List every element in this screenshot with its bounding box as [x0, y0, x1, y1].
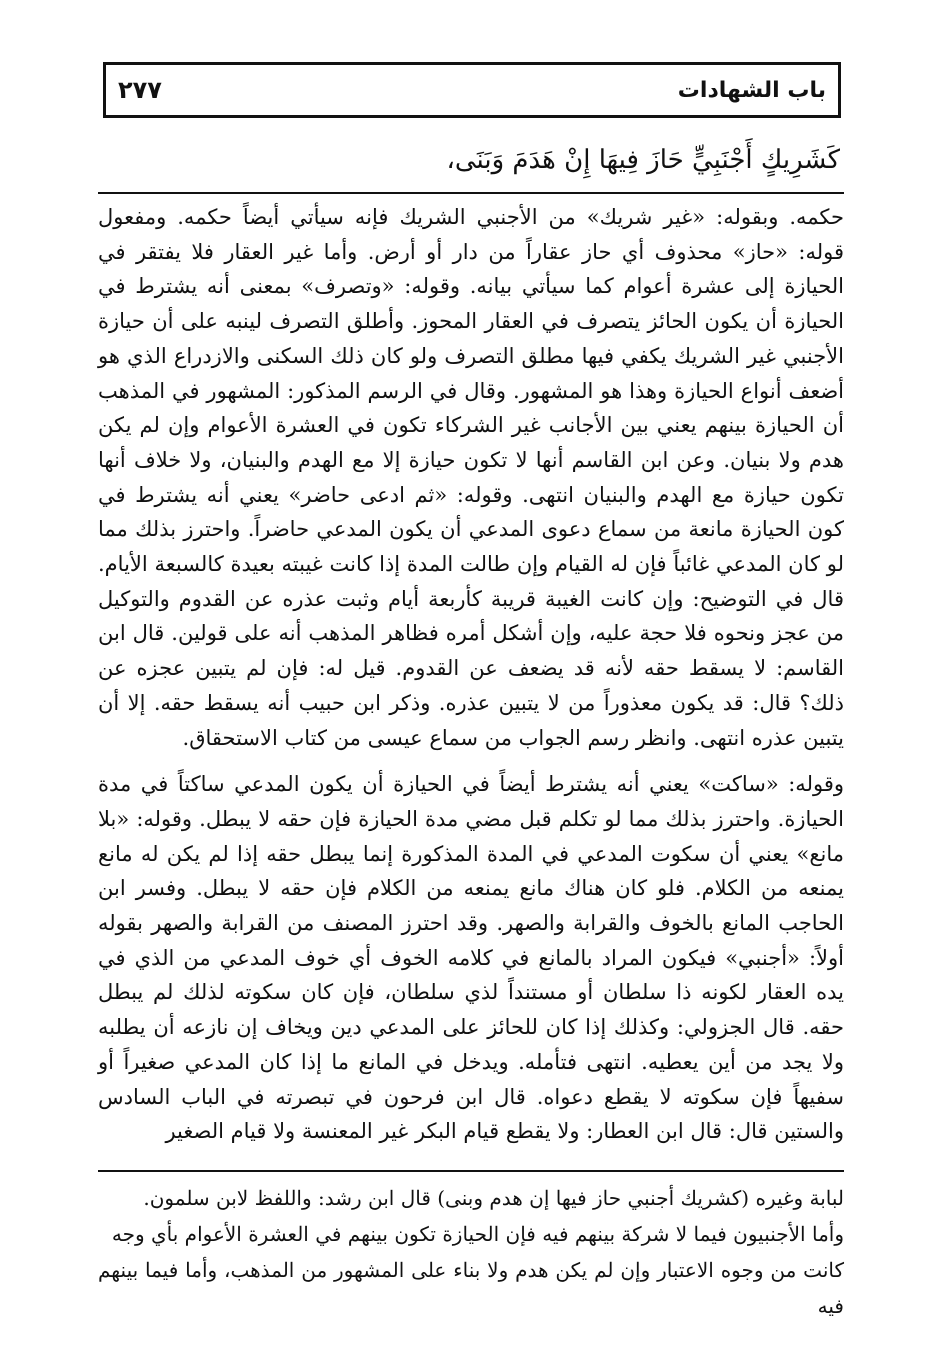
chapter-title: باب الشهادات	[677, 77, 826, 103]
page-header	[103, 62, 841, 118]
footnote-text	[98, 1180, 844, 1324]
footnote-divider	[98, 1170, 844, 1172]
verse-divider	[98, 192, 844, 194]
footnote-line-2: وأما الأجنبيون فيما لا شركة بينهم فيه فإن الحيازة تكون بينهم في العشرة الأعوام بأي وجه	[111, 1222, 844, 1246]
commentary-paragraph-1: حكمه. وبقوله: «غير شريك» من الأجنبي الشريك فإنه سيأتي أيضاً حكمه. ومفعول قوله: «حاز» محذوف أي حاز عقاراً من دار أو أرض. وأما غير العقار فلا يفتقر في الحيازة إلى عشرة أعوام كما سيأتي بيانه. وقوله: «وتصرف» بمعنى أنه يشترط في الحيازة أن يكون الحائز يتصرف في العقار المحوز. وأطلق التصرف لينبه على أن حيازة الأجنبي غير الشريك يكفي فيها مطلق التصرف ولو كان ذلك السكنى والازدراع الذي هو أضعف أنواع الحيازة وهذا هو المشهور. وقال في الرسم المذكور: المشهور في المذهب أن الحيازة بينهم يعني بين الأجانب غير الشركاء تكون في العشرة الأعوام وإن لم يكن هدم ولا بنيان. وعن ابن القاسم أنها لا تكون حيازة إلا مع الهدم والبنيان، ولا خلاف أنها تكون حيازة مع الهدم والبنيان انتهى. وقوله: «ثم ادعى حاضر» يعني أنه يشترط في كون الحيازة مانعة من سماع دعوى المدعي أن يكون المدعي حاضراً. واحترز بذلك مما لو كان المدعي غائباً فإن له القيام وإن طالت المدة إذا كانت غيبته بعيدة كالسبعة الأيام. قال في التوضيح: وإن كانت الغيبة قريبة كأربعة أيام وثبت عذره عن القدوم والتوكيل من عجز ونحوه فلا حجة عليه، وإن أشكل أمره فظاهر المذهب أنه على قولين. قال ابن القاسم: لا يسقط حقه لأنه قد يضعف عن القدوم. قيل له: فإن لم يتبين عجزه عن ذلك؟ قال: قد يكون معذوراً من لا يتبين عذره. وذكر ابن حبيب أنه يسقط حقه. إلا أن يتبين عذره انتهى. وانظر رسم الجواب من سماع عيسى من كتاب الاستحقاق.	[98, 205, 844, 750]
commentary-paragraph-2: وقوله: «ساكت» يعني أنه يشترط أيضاً في الحيازة أن يكون المدعي ساكتاً في مدة الحيازة. واحترز بذلك مما لو تكلم قبل مضي مدة الحيازة فإن حقه لا يبطل. وقوله: «بلا مانع» يعني أن سكوت المدعي في المدة المذكورة إنما يبطل حقه إذا لم يكن له مانع يمنعه من الكلام. فلو كان هناك مانع يمنعه من الكلام فإن حقه لا يبطل. وفسر ابن الحاجب المانع بالخوف والقرابة والصهر. وقد احترز المصنف من القرابة والصهر بقوله أولاً: «أجنبي» فيكون المراد بالمانع في كلامه الخوف أي خوف المدعي من الذي في يده العقار لكونه ذا سلطان أو مستنداً لذي سلطان، فإن كان سكوته لذلك لم يبطل حقه. قال الجزولي: وكذلك إذا كان للحائز على المدعي دين ويخاف إن نازعه أن يطلبه ولا يجد من أين يعطيه. انتهى فتأمله. ويدخل في المانع ما إذا كان المدعي صغيراً أو سفيهاً فإن سكوته لا يقطع دعواه. قال ابن فرحون في تبصرته في الباب السادس والستين قال: قال ابن العطار: ولا يقطع قيام البكر غير المعنسة ولا قيام الصغير	[98, 772, 844, 1144]
commentary-text	[98, 200, 844, 1149]
footnote-line-3: كانت من وجوه الاعتبار وإن لم يكن هدم ولا بناء على المشهور من المذهب، وأما فيما بينهم فيه	[98, 1258, 844, 1318]
footnote-line-1: لبابة وغيره (كشريك أجنبي حاز فيها إن هدم وبنى) قال ابن رشد: واللفظ لابن سلمون.	[143, 1186, 844, 1210]
matn-verse: كَشَرِيكٍ أَجْنَبِيٍّ حَازَ فِيهَا إِنْ هَدَمَ وَبَنَى،	[446, 145, 840, 175]
page-number: ٢٧٧	[118, 76, 162, 104]
